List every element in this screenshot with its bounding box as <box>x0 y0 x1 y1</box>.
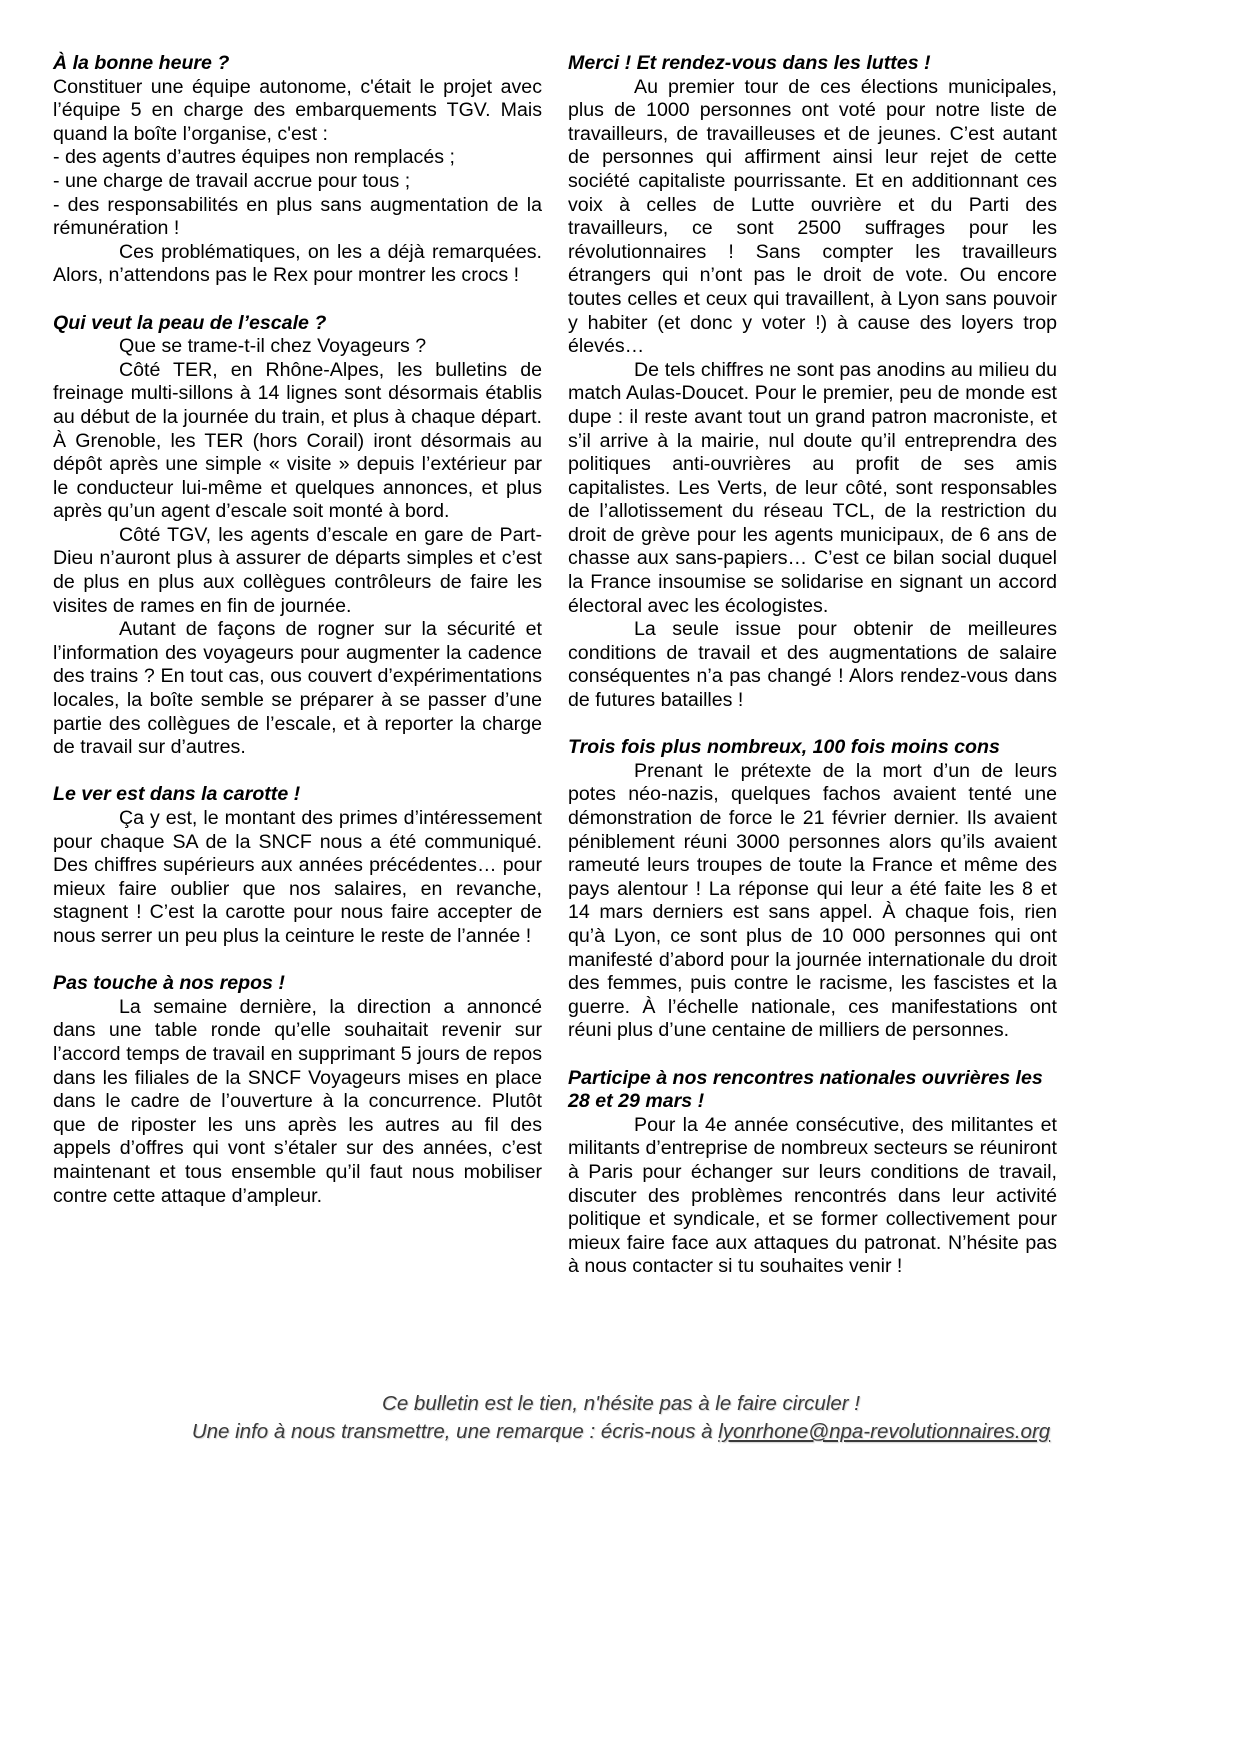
article-paragraph: Prenant le prétexte de la mort d’un de leurs potes néo-nazis, quelques fachos avaient tenté une démonstration de force le 21 février dernier. Ils avaient péniblement réuni 3000 personnes alors qu’ils avaient rameuté leurs troupes de toute la France et même des pays alentour ! La réponse qui leur a été faite les 8 et 14 mars derniers est sans appel. À chaque fois, rien qu’à Lyon, ce sont plus de 10 000 personnes qui ont manifesté d’abord pour la journée internationale du droit des femmes, puis contre le racisme, les fascistes et la guerre. À l’échelle nationale, ces manifestations ont réuni plus d’une centaine de milliers de personnes. <box>568 759 1057 1042</box>
contact-email-link[interactable]: lyonrhone@npa-revolutionnaires.org <box>718 1420 1051 1443</box>
article-title: Trois fois plus nombreux, 100 fois moins cons <box>568 736 1000 759</box>
article-trois-fois-plus-nombreux-100-fois-moins- <box>568 736 1057 1043</box>
article-paragraph: Pour la 4e année consécutive, des militantes et militants d’entreprise de nombreux secteurs se réuniront à Paris pour échanger sur leurs conditions de travail, discuter des problèmes rencontrés dans leur activité politique et syndicale, et se former collectivement pour mieux faire face aux attaques du patronat. N’hésite pas à nous contacter si tu souhaites venir ! <box>568 1113 1057 1278</box>
article-paragraph: Ça y est, le montant des primes d’intéressement pour chaque SA de la SNCF nous a été communiqué. Des chiffres supérieurs aux années précédentes… pour mieux faire oublier que nos salaires, en revanche, stagnent ! C’est la carotte pour nous faire accepter de nous serrer un peu plus la ceinture le reste de l’année ! <box>53 807 542 947</box>
article-title: Qui veut la peau de l’escale ? <box>53 311 327 334</box>
article-title: Participe à nos rencontres nationales ouvrières les 28 et 29 mars ! <box>568 1066 1043 1113</box>
article-title: Pas touche à nos repos ! <box>53 972 285 995</box>
article-paragraph: Constituer une équipe autonome, c'était le projet avec l’équipe 5 en charge des embarquements TGV. Mais quand la boîte l’organise, c'est : <box>53 75 542 145</box>
article-paragraph: Autant de façons de rogner sur la sécurité et l’information des voyageurs pour augmenter la cadence des trains ? En tout cas, ous couvert d’expérimentations locales, la boîte semble se préparer à se passer d’une partie des collègues de l’escale, et à reporter la charge de travail sur d’autres. <box>53 618 542 759</box>
article-a-la-bonne-heure <box>53 52 542 288</box>
article-title: À la bonne heure ? <box>53 52 230 74</box>
article-pas-touche-a-nos-repos <box>53 972 542 1208</box>
article-le-ver-est-dans-la-carotte <box>53 783 542 948</box>
article-paragraph: De tels chiffres ne sont pas anodins au milieu du match Aulas-Doucet. Pour le premier, peu de monde est dupe : il reste avant tout un grand patron macroniste, et s’il arrive à la mairie, nul doute qu’il entreprendra des politiques anti-ouvrières au profit de ses amis capitalistes. Les Verts, de leur côté, sont responsables de l’allotissement du réseau TCL, de la restriction du droit de grève pour les agents municipaux, de 6 ans de chasse aux sans-papiers… C’est ce bilan social duquel la France insoumise se solidarise en signant un accord électoral avec les écologistes. <box>568 358 1057 617</box>
article-paragraph: Que se trame-t-il chez Voyageurs ? <box>119 335 427 358</box>
article-title: Merci ! Et rendez-vous dans les luttes ! <box>568 52 931 74</box>
right-column <box>568 52 1057 1302</box>
footer-contact-line <box>0 1418 1242 1446</box>
article-paragraph: Ces problématiques, on les a déjà remarquées. Alors, n’attendons pas le Rex pour montrer les crocs ! <box>53 240 542 287</box>
footer-contact-prefix: Une info à nous transmettre, une remarque : écris-nous à <box>191 1420 719 1443</box>
bullet-item: - des agents d’autres équipes non remplacés ; <box>53 146 455 169</box>
bullet-item: - des responsabilités en plus sans augmentation de la rémunération ! <box>53 193 542 240</box>
article-paragraph: La semaine dernière, la direction a annoncé dans une table ronde qu’elle souhaitait revenir sur l’accord temps de travail en supprimant 5 jours de repos dans les filiales de la SNCF Voyageurs mises en place dans le cadre de l’ouverture à la concurrence. Plutôt que de riposter les uns après les autres au fil des appels d’offres qui vont s’étaler sur des années, c’est maintenant et tous ensemble qu’il faut nous mobiliser contre cette attaque d’ampleur. <box>53 995 542 1207</box>
footer-circulate-line: Ce bulletin est le tien, n'hésite pas à le faire circuler ! <box>382 1392 860 1415</box>
article-paragraph: Côté TGV, les agents d’escale en gare de Part-Dieu n’auront plus à assurer de départs simples et c’est de plus en plus aux collègues contrôleurs de faire les visites de rames en fin de journée. <box>53 523 542 617</box>
article-title: Le ver est dans la carotte ! <box>53 783 301 806</box>
article-paragraph: Côté TER, en Rhône-Alpes, les bulletins de freinage multi-sillons à 14 lignes sont désormais établis au début de la journée du train, et plus à chaque départ. À Grenoble, les TER (hors Corail) iront désormais au dépôt après une simple « visite » depuis l’extérieur par le conducteur lui-même et quelques annonces, et plus après qu’un agent d’escale soit monté à bord. <box>53 358 542 523</box>
bullet-item: - une charge de travail accrue pour tous ; <box>53 169 411 192</box>
article-paragraph: La seule issue pour obtenir de meilleures conditions de travail et des augmentations de salaire conséquentes n’a pas changé ! Alors rendez-vous dans de futures batailles ! <box>568 618 1057 712</box>
left-column <box>53 52 542 1232</box>
footer <box>0 1390 1242 1446</box>
article-merci-et-rendez-vous-dans-les-luttes <box>568 52 1057 713</box>
article-participe-a-nos-rencontres-nationales-ou <box>568 1067 1057 1279</box>
article-qui-veut-la-peau-de-l-escale <box>53 312 542 760</box>
article-paragraph: Au premier tour de ces élections municipales, plus de 1000 personnes ont voté pour notre liste de travailleurs, de travailleuses et de jeunes. C’est autant de personnes qui affirment ainsi leur rejet de cette société capitaliste pourrissante. Et en additionnant ces voix à celles de Lutte ouvrière et du Parti des travailleurs, ce sont 2500 suffrages pour les révolutionnaires ! Sans compter les travailleurs étrangers qui n’ont pas le droit de vote. Ou encore toutes celles et ceux qui travaillent, à Lyon sans pouvoir y habiter (et donc y voter !) à cause des loyers trop élevés… <box>568 75 1057 358</box>
